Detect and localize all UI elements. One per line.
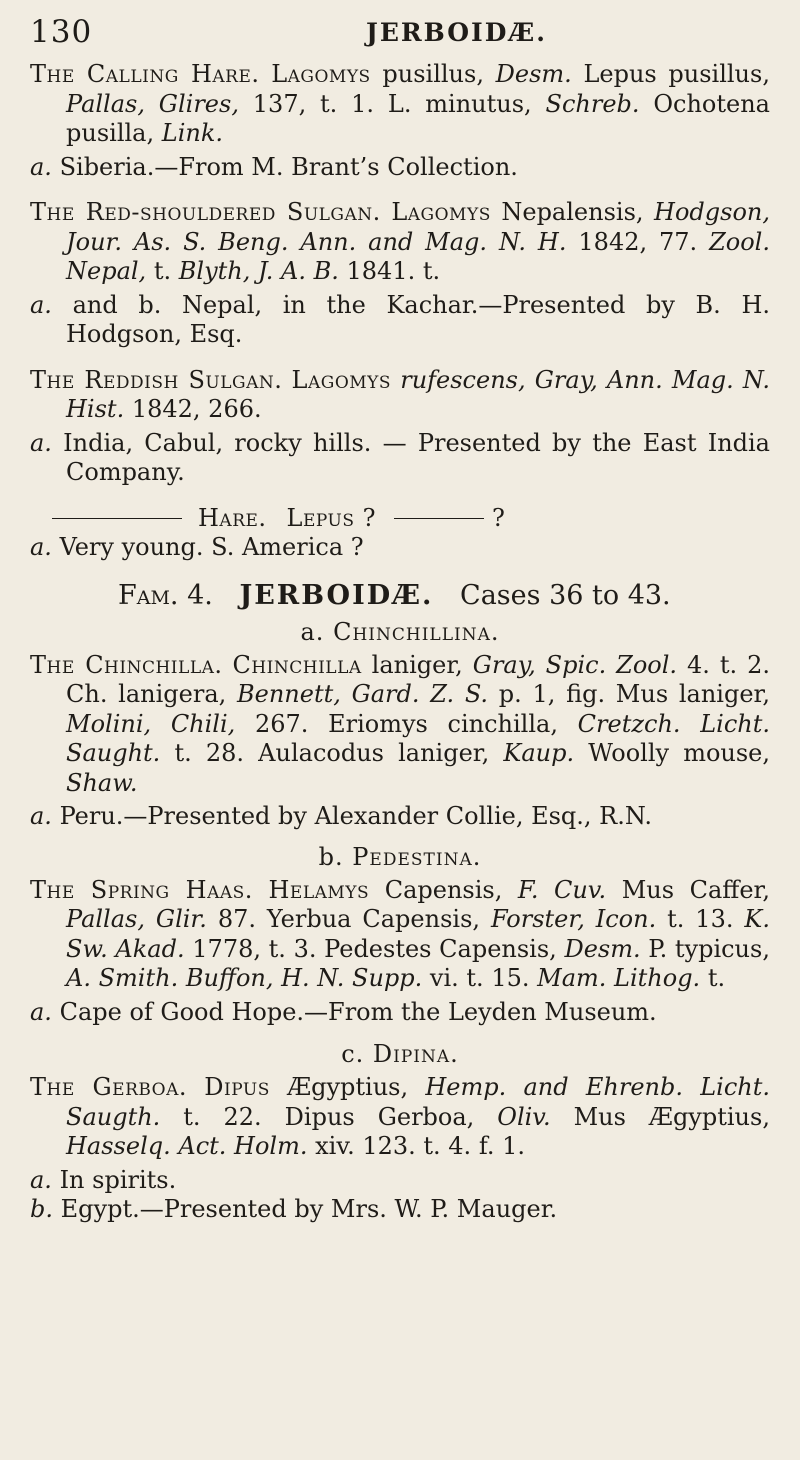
subfamily-heading: a. Chinchillina. xyxy=(300,617,500,646)
common-name: Hare. xyxy=(198,503,267,532)
common-name: The Calling Hare. xyxy=(30,60,260,88)
species-name: pusillus, xyxy=(382,60,484,88)
subfamily-heading: c. Dipina. xyxy=(341,1040,459,1068)
page-header xyxy=(30,14,770,60)
family-heading: Fam. 4. JERBOIDÆ. Cases 36 to 43. xyxy=(118,579,671,611)
specimen-line: a. Very young. S. America ? xyxy=(30,533,364,561)
genus-name: Helamys xyxy=(268,875,370,904)
running-head: JERBOIDÆ. xyxy=(366,18,547,47)
common-name: The Reddish Sulgan. xyxy=(30,365,283,394)
entry-spring-haas: The Spring Haas. Helamys Capensis, F. Cuv. Mus Caffer, Pallas, Glir. 87. Yerbua Capensis, Forster, Icon. t. 13. K. Sw. Akad. 1778, t. 3. Pedestes Capensis, Desm. P. typicus, A. Smith. Buffon, H. N. Supp. vi. t. 15. Mam. Lithog. t. xyxy=(30,875,770,992)
entry-reddish-sulgan: The Reddish Sulgan. Lagomys rufescens, Gray, Ann. Mag. N. Hist. 1842, 266. xyxy=(30,365,770,423)
dash-rule xyxy=(52,518,182,519)
specimen-line: a. Siberia.—From M. Brant’s Collection. xyxy=(30,152,518,181)
specimen-line: a. India, Cabul, rocky hills. — Presented by the East India Company. xyxy=(30,428,770,486)
genus-name: Lagomys xyxy=(391,198,491,226)
entry-gerboa: The Gerboa. Dipus Ægyptius, Hemp. and Ehrenb. Licht. Saugth. t. 22. Dipus Gerboa, Oliv. Mus Ægyptius, Hasselq. Act. Holm. xiv. 123. t. 4. f. 1. xyxy=(30,1073,770,1160)
specimen-line: b. Egypt.—Presented by Mrs. W. P. Mauger. xyxy=(30,1195,558,1223)
specimen-line: a. In spirits. xyxy=(30,1165,177,1194)
species-name: rufescens, Gray, xyxy=(400,365,598,394)
species-name: Capensis, xyxy=(384,875,503,904)
common-name: The Spring Haas. xyxy=(30,875,253,904)
entry-chinchilla: The Chinchilla. Chinchilla laniger, Gray, Spic. Zool. 4. t. 2. Ch. lanigera, Bennett, Gard. Z. S. p. 1, fig. Mus laniger, Molini, Chili, 267. Eriomys cinchilla, Cretzch. Licht. Saught. t. 28. Aulacodus laniger, Kaup. Woolly mouse, Shaw. xyxy=(30,650,771,797)
entry-calling-hare: The Calling Hare. Lagomys pusillus, Desm. Lepus pusillus, Pallas, Glires, 137, t. 1. L. minutus, Schreb. Ochotena pusilla, Link. xyxy=(30,60,770,147)
page-number: 130 xyxy=(30,14,93,50)
genus-name: Chinchilla xyxy=(232,650,362,679)
genus-name: Lagomys xyxy=(271,60,371,88)
genus-name: Lagomys xyxy=(291,365,392,394)
species-name: Ægyptius, xyxy=(287,1073,409,1101)
specimen-line: a. Peru.—Presented by Alexander Collie, Esq., R.N. xyxy=(30,802,652,830)
common-name: The Red-shouldered Sulgan. xyxy=(30,198,381,226)
entry-hare-unknown xyxy=(30,504,770,534)
subfamily-heading: b. Pedestina. xyxy=(318,842,482,871)
genus-name: Lepus ? xyxy=(286,503,377,532)
species-name: Nepalensis, xyxy=(501,198,644,226)
genus-name: Dipus xyxy=(204,1073,270,1101)
common-name: The Gerboa. xyxy=(30,1073,188,1101)
dash-rule xyxy=(394,518,484,519)
specimen-line: a. and b. Nepal, in the Kachar.—Presented by B. H. Hodgson, Esq. xyxy=(30,290,771,348)
common-name: The Chinchilla. xyxy=(30,650,223,679)
entry-red-shouldered-sulgan: The Red-shouldered Sulgan. Lagomys Nepalensis, Hodgson, Jour. As. S. Beng. Ann. and Mag. N. H. 1842, 77. Zool. Nepal, t. Blyth, J. A. B. 1841. t. xyxy=(30,198,770,285)
query-mark: ? xyxy=(492,503,505,532)
specimen-line: a. Cape of Good Hope.—From the Leyden Museum. xyxy=(30,997,657,1026)
species-name: laniger, xyxy=(371,650,463,679)
